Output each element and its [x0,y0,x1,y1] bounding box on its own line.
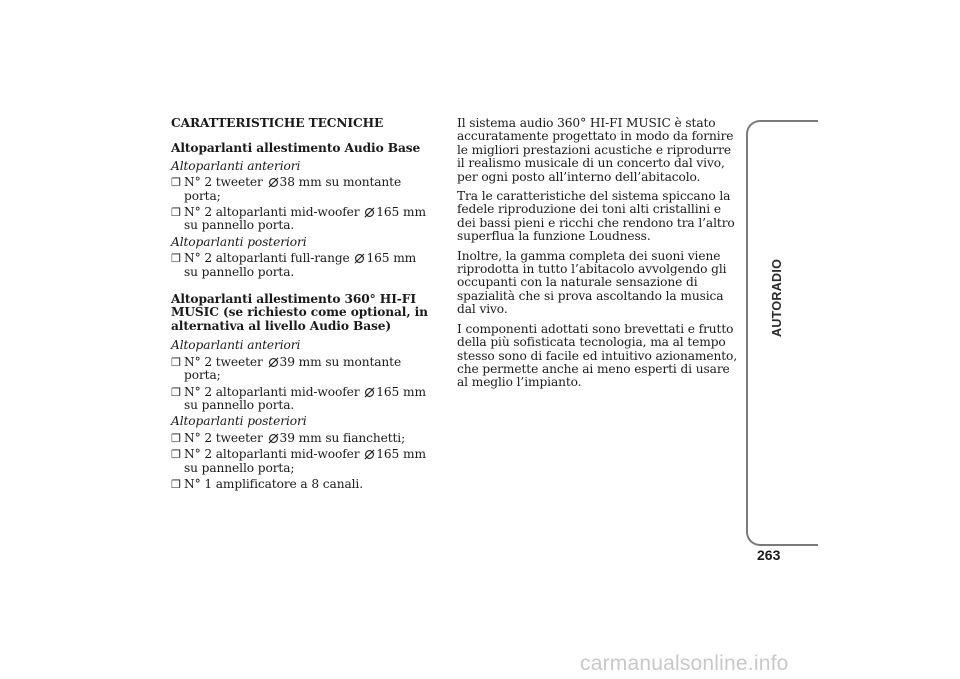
item-text: 165 mm su pannello porta. [184,205,426,233]
audio-base-heading: Altoparlanti allestimento Audio Base [171,141,421,156]
audio-base-front-list [171,176,433,233]
diameter-symbol-icon [364,449,375,460]
right-column [457,117,739,396]
checkbox-square-icon: ❐ [171,355,181,369]
item-text: N° 2 altoparlanti mid-woofer [184,205,360,220]
left-column [171,117,433,494]
item-text: 39 mm su montante porta; [184,354,402,383]
diameter-symbol-icon [268,357,279,368]
list-item [171,176,433,203]
item-text: N° 2 tweeter [184,175,263,190]
checkbox-square-icon: ❐ [171,477,181,491]
paragraph: I componenti adottati sono brevettati e frutto della più sofisticata tecnologia, ma al tempo stesso sono di facile ed intuitivo azionamento, che permette anche ai meno esperti di usare al meglio l’impianto. [457,321,738,390]
checkbox-square-icon: ❐ [171,431,181,445]
checkbox-square-icon: ❐ [171,385,181,399]
audio-base-front-label: Altoparlanti anteriori [171,158,301,173]
list-item [171,448,433,475]
paragraph: Tra le caratteristiche del sistema spiccano la fedele riproduzione dei toni alti cristallini e dei bassi pieni e ricchi che rendono tra l’altro superflua la funzione Loudness. [457,189,735,244]
item-text: 165 mm su pannello porta. [184,251,417,279]
diameter-symbol-icon [364,207,375,218]
list-item [171,252,433,279]
diameter-symbol-icon [354,253,365,264]
checkbox-square-icon: ❐ [171,448,181,462]
section-title: CARATTERISTICHE TECNICHE [171,116,384,130]
list-item [171,206,433,233]
diameter-symbol-icon [268,177,279,188]
list-item [171,432,433,445]
list-item [171,356,433,383]
checkbox-square-icon: ❐ [171,252,181,266]
hifi-heading: Altoparlanti allestimento 360° HI-FI MUSIC (se richiesto come optional, in alternativa al livello Audio Base) [171,292,428,333]
list-item [171,478,433,491]
diameter-symbol-icon [364,387,375,398]
item-text: 39 mm su fianchetti; [279,430,406,445]
watermark: carmanualsonline.info [580,652,789,675]
item-text: N° 2 tweeter [184,430,263,445]
paragraph: Inoltre, la gamma completa dei suoni viene riprodotta in tutto l’abitacolo avvolgendo gli occupanti con la naturale sensazione di spazialità che si prova ascoltando la musica dal vivo. [457,248,727,317]
list-item [171,386,433,413]
item-text: N° 2 altoparlanti mid-woofer [184,384,360,399]
item-text: 38 mm su montante porta; [184,175,402,203]
diameter-symbol-icon [268,433,279,444]
item-text: 165 mm su pannello porta. [184,384,426,412]
page-number: 263 [757,547,781,563]
audio-base-rear-label: Altoparlanti posteriori [171,234,307,249]
item-text: N° 1 amplificatore a 8 canali. [184,476,363,491]
checkbox-square-icon: ❐ [171,206,181,220]
checkbox-square-icon: ❐ [171,176,181,190]
hifi-front-label: Altoparlanti anteriori [171,338,301,353]
item-text: 165 mm su pannello porta; [184,447,426,475]
item-text: N° 2 tweeter [184,354,263,369]
paragraph: Il sistema audio 360° HI-FI MUSIC è stato accuratamente progettato in modo da fornire le migliori prestazioni acustiche e riprodurre il realismo musicale di un concerto dal vivo, per ogni posto all’interno dell’abitacolo. [457,116,734,184]
item-text: N° 2 altoparlanti mid-woofer [184,447,360,462]
section-tab-label: AUTORADIO [770,258,784,337]
item-text: N° 2 altoparlanti full-range [184,251,350,266]
hifi-rear-label: Altoparlanti posteriori [171,414,307,429]
